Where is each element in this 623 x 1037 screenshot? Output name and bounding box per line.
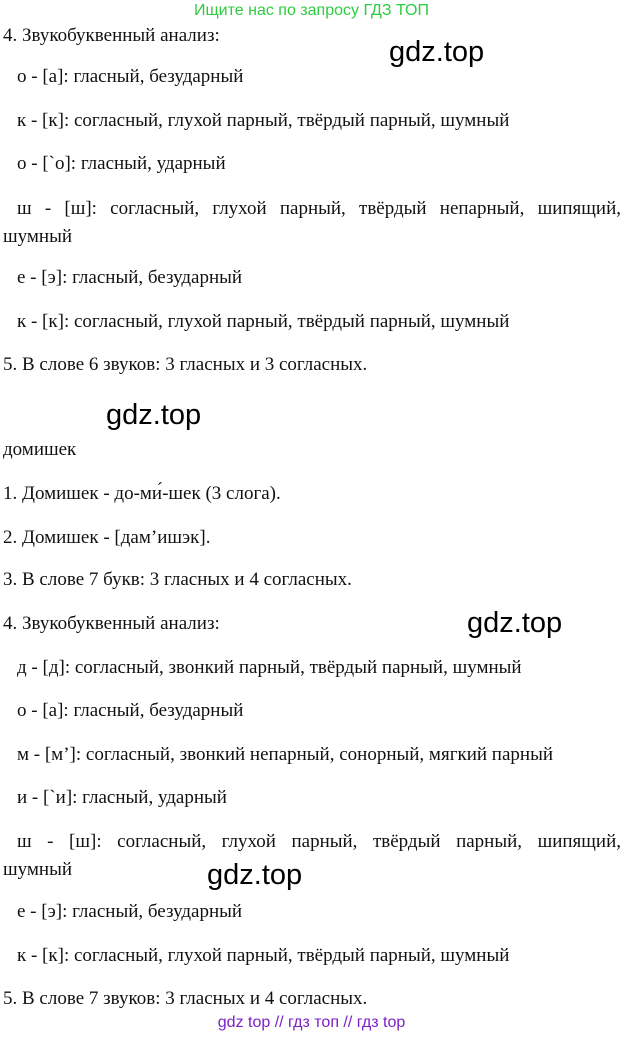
section2-summary: 5. В слове 7 звуков: 3 гласных и 4 согласных. [3, 988, 368, 1009]
section2-heading: 4. Звукобуквенный анализ: [3, 613, 220, 634]
sound-line-continuation: шумный [3, 226, 73, 247]
watermark: gdz.top [207, 859, 303, 891]
sound-line: о - [а]: гласный, безударный [17, 66, 244, 87]
sound-line: д - [д]: согласный, звонкий парный, твёрдый парный, шумный [17, 657, 522, 678]
sound-line: е - [э]: гласный, безударный [17, 901, 243, 922]
word-title: домишек [3, 439, 77, 460]
syllables-line: 1. Домишек - до-ми́-шек (3 слога). [3, 483, 281, 504]
watermark: gdz.top [467, 607, 563, 639]
letters-count-line: 3. В слове 7 букв: 3 гласных и 4 согласных. [3, 569, 352, 590]
transcription-line: 2. Домишек - [дам’ишэк]. [3, 527, 211, 548]
sound-line: о - [`о]: гласный, ударный [17, 153, 226, 174]
sound-line-continuation: шумный [3, 859, 73, 880]
sound-line: м - [м’]: согласный, звонкий непарный, сонорный, мягкий парный [17, 744, 554, 765]
sound-line: к - [к]: согласный, глухой парный, твёрдый парный, шумный [17, 945, 510, 966]
sound-line: е - [э]: гласный, безударный [17, 267, 243, 288]
watermark: gdz.top [389, 36, 485, 68]
sound-line: к - [к]: согласный, глухой парный, твёрдый парный, шумный [17, 110, 510, 131]
section1-summary: 5. В слове 6 звуков: 3 гласных и 3 согласных. [3, 354, 368, 375]
search-hint-banner: Ищите нас по запросу ГДЗ ТОП [194, 2, 429, 19]
watermark: gdz.top [106, 399, 202, 431]
sound-line: ш - [ш]: согласный, глухой парный, твёрдый парный, шипящий, [17, 831, 621, 852]
sound-line: ш - [ш]: согласный, глухой парный, твёрдый непарный, шипящий, [17, 198, 621, 219]
footer-links: gdz top // гдз топ // гдз top [217, 1014, 406, 1031]
sound-line: о - [а]: гласный, безударный [17, 700, 244, 721]
section1-heading: 4. Звукобуквенный анализ: [3, 25, 220, 46]
sound-line: к - [к]: согласный, глухой парный, твёрдый парный, шумный [17, 311, 510, 332]
sound-line: и - [`и]: гласный, ударный [17, 787, 227, 808]
